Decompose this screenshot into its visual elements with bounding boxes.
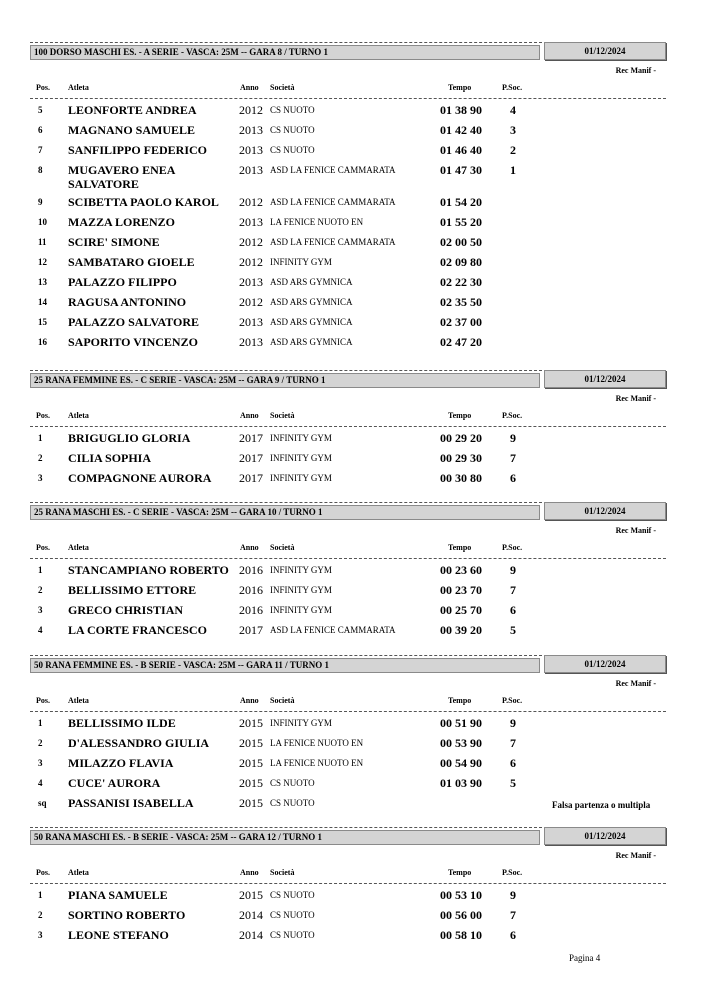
result-row	[30, 162, 666, 194]
birth-year: 2013	[239, 335, 263, 349]
race-time: 01 42 40	[440, 123, 482, 137]
section-date: 01/12/2024	[544, 42, 666, 60]
section-header	[30, 827, 666, 847]
col-points: P.Soc.	[502, 696, 523, 705]
birth-year: 2012	[239, 103, 263, 117]
birth-year: 2016	[239, 603, 263, 617]
race-time: 02 00 50	[440, 235, 482, 249]
race-time: 01 47 30	[440, 163, 482, 177]
col-pos: Pos.	[36, 411, 50, 420]
club-name: ASD LA FENICE CAMMARATA	[270, 197, 396, 207]
club-points: 1	[510, 163, 516, 177]
club-name: INFINITY GYM	[270, 433, 332, 443]
athlete-name: MAZZA LORENZO	[68, 215, 176, 229]
result-position: 14	[38, 297, 47, 307]
rec-manif-label: Rec Manif -	[615, 851, 656, 860]
result-position: 2	[38, 453, 43, 463]
club-name: INFINITY GYM	[270, 605, 332, 615]
result-row	[30, 562, 666, 582]
club-points: 6	[510, 928, 516, 942]
result-position: 4	[38, 625, 43, 635]
result-position: 9	[38, 197, 43, 207]
club-name: INFINITY GYM	[270, 585, 332, 595]
club-points: 9	[510, 563, 516, 577]
rows	[30, 887, 666, 947]
athlete-name: PALAZZO FILIPPO	[68, 275, 177, 289]
birth-year: 2013	[239, 143, 263, 157]
race-time: 01 46 40	[440, 143, 482, 157]
race-time: 00 39 20	[440, 623, 482, 637]
race-time: 00 53 90	[440, 736, 482, 750]
result-row	[30, 450, 666, 470]
club-name: CS NUOTO	[270, 145, 315, 155]
result-row	[30, 602, 666, 622]
athlete-name: MUGAVERO ENEA SALVATORE	[68, 163, 175, 191]
race-time: 00 23 60	[440, 563, 482, 577]
result-position: 2	[38, 738, 43, 748]
club-points: 5	[510, 776, 516, 790]
race-time: 00 30 80	[440, 471, 482, 485]
athlete-name: SORTINO ROBERTO	[68, 908, 186, 922]
column-headers	[30, 83, 666, 97]
athlete-name: LEONFORTE ANDREA	[68, 103, 197, 117]
athlete-name: SCIBETTA PAOLO KAROL	[68, 195, 219, 209]
race-time: 00 53 10	[440, 888, 482, 902]
athlete-name: GRECO CHRISTIAN	[68, 603, 184, 617]
result-position: 1	[38, 565, 43, 575]
section-header	[30, 655, 666, 675]
result-row	[30, 274, 666, 294]
col-time: Tempo	[448, 868, 472, 877]
section-title: 100 DORSO MASCHI ES. - A SERIE - VASCA: 25M -- GARA 8 / TURNO 1	[30, 45, 540, 60]
club-points: 6	[510, 756, 516, 770]
birth-year: 2013	[239, 215, 263, 229]
race-time: 00 29 30	[440, 451, 482, 465]
col-pos: Pos.	[36, 543, 50, 552]
col-athlete: Atleta	[68, 83, 89, 92]
result-row	[30, 715, 666, 735]
result-row	[30, 755, 666, 775]
col-athlete: Atleta	[68, 696, 89, 705]
club-name: ASD LA FENICE CAMMARATA	[270, 625, 396, 635]
birth-year: 2012	[239, 235, 263, 249]
result-row	[30, 102, 666, 122]
athlete-name: BELLISSIMO ETTORE	[68, 583, 197, 597]
athlete-name: SAMBATARO GIOELE	[68, 255, 195, 269]
athlete-name: BRIGUGLIO GLORIA	[68, 431, 191, 445]
athlete-name: STANCAMPIANO ROBERTO	[68, 563, 229, 577]
race-time: 00 54 90	[440, 756, 482, 770]
athlete-name: LEONE STEFANO	[68, 928, 169, 942]
club-name: CS NUOTO	[270, 930, 315, 940]
rec-manif-label: Rec Manif -	[615, 526, 656, 535]
birth-year: 2012	[239, 195, 263, 209]
col-time: Tempo	[448, 696, 472, 705]
result-row	[30, 194, 666, 214]
rows	[30, 715, 666, 815]
race-section	[30, 502, 666, 637]
result-row	[30, 254, 666, 274]
club-name: LA FENICE NUOTO EN	[270, 217, 364, 227]
result-row	[30, 234, 666, 254]
col-athlete: Atleta	[68, 411, 89, 420]
race-time: 02 47 20	[440, 335, 482, 349]
athlete-name: MILAZZO FLAVIA	[68, 756, 174, 770]
result-row	[30, 927, 666, 947]
result-position: 4	[38, 778, 43, 788]
col-athlete: Atleta	[68, 868, 89, 877]
race-time: 02 22 30	[440, 275, 482, 289]
result-position: 6	[38, 125, 43, 135]
section-title: 25 RANA MASCHI ES. - C SERIE - VASCA: 25M -- GARA 10 / TURNO 1	[30, 505, 540, 520]
result-position: 7	[38, 145, 43, 155]
club-points: 7	[510, 736, 516, 750]
birth-year: 2016	[239, 583, 263, 597]
rec-manif-label: Rec Manif -	[615, 679, 656, 688]
club-points: 7	[510, 908, 516, 922]
race-time: 00 56 00	[440, 908, 482, 922]
club-name: CS NUOTO	[270, 798, 315, 808]
section-header	[30, 370, 666, 390]
page-number: Pagina 4	[569, 953, 601, 963]
col-time: Tempo	[448, 83, 472, 92]
race-section	[30, 655, 666, 810]
club-name: INFINITY GYM	[270, 473, 332, 483]
birth-year: 2012	[239, 295, 263, 309]
section-header	[30, 42, 666, 62]
column-headers	[30, 411, 666, 425]
birth-year: 2017	[239, 623, 263, 637]
column-headers	[30, 868, 666, 882]
race-time: 02 09 80	[440, 255, 482, 269]
club-name: CS NUOTO	[270, 105, 315, 115]
race-time: 00 58 10	[440, 928, 482, 942]
result-row	[30, 314, 666, 334]
section-date: 01/12/2024	[544, 502, 666, 520]
club-points: 7	[510, 451, 516, 465]
club-name: INFINITY GYM	[270, 718, 332, 728]
col-time: Tempo	[448, 411, 472, 420]
rows	[30, 562, 666, 642]
col-year: Anno	[240, 868, 259, 877]
result-position: 2	[38, 910, 43, 920]
athlete-name: PALAZZO SALVATORE	[68, 315, 200, 329]
race-time: 01 54 20	[440, 195, 482, 209]
col-points: P.Soc.	[502, 543, 523, 552]
club-name: INFINITY GYM	[270, 453, 332, 463]
race-time: 00 29 20	[440, 431, 482, 445]
section-title: 50 RANA MASCHI ES. - B SERIE - VASCA: 25M -- GARA 12 / TURNO 1	[30, 830, 540, 845]
athlete-name: SAPORITO VINCENZO	[68, 335, 198, 349]
result-position: 5	[38, 105, 43, 115]
rows	[30, 102, 666, 354]
athlete-name: RAGUSA ANTONINO	[68, 295, 187, 309]
col-pos: Pos.	[36, 83, 50, 92]
club-name: CS NUOTO	[270, 778, 315, 788]
race-time: 00 51 90	[440, 716, 482, 730]
col-pos: Pos.	[36, 696, 50, 705]
birth-year: 2014	[239, 908, 263, 922]
result-position: 3	[38, 758, 43, 768]
club-name: ASD LA FENICE CAMMARATA	[270, 237, 396, 247]
result-position: 15	[38, 317, 47, 327]
result-row	[30, 142, 666, 162]
athlete-name: MAGNANO SAMUELE	[68, 123, 196, 137]
athlete-name: CUCE' AURORA	[68, 776, 161, 790]
club-points: 7	[510, 583, 516, 597]
club-name: LA FENICE NUOTO EN	[270, 758, 364, 768]
club-name: CS NUOTO	[270, 125, 315, 135]
result-row	[30, 334, 666, 354]
result-row	[30, 887, 666, 907]
birth-year: 2015	[239, 796, 263, 810]
result-row	[30, 294, 666, 314]
col-club: Società	[270, 868, 295, 877]
result-row	[30, 122, 666, 142]
result-position: 3	[38, 605, 43, 615]
column-headers	[30, 543, 666, 557]
rec-manif-label: Rec Manif -	[615, 66, 656, 75]
column-headers	[30, 696, 666, 710]
birth-year: 2016	[239, 563, 263, 577]
rows	[30, 430, 666, 490]
club-name: CS NUOTO	[270, 910, 315, 920]
birth-year: 2015	[239, 756, 263, 770]
result-position: 16	[38, 337, 47, 347]
birth-year: 2017	[239, 431, 263, 445]
col-points: P.Soc.	[502, 83, 523, 92]
result-row	[30, 214, 666, 234]
col-club: Società	[270, 411, 295, 420]
race-time: 02 35 50	[440, 295, 482, 309]
race-time: 00 23 70	[440, 583, 482, 597]
result-position: 11	[38, 237, 47, 247]
result-position: 12	[38, 257, 47, 267]
club-points: 3	[510, 123, 516, 137]
result-row	[30, 622, 666, 642]
result-row	[30, 735, 666, 755]
birth-year: 2015	[239, 736, 263, 750]
result-position: sq	[38, 798, 47, 808]
rec-manif-label: Rec Manif -	[615, 394, 656, 403]
club-name: ASD ARS GYMNICA	[270, 297, 353, 307]
birth-year: 2013	[239, 123, 263, 137]
section-date: 01/12/2024	[544, 827, 666, 845]
result-row	[30, 775, 666, 795]
result-note: Falsa partenza o multipla	[552, 800, 651, 810]
result-position: 1	[38, 433, 43, 443]
athlete-name: SCIRE' SIMONE	[68, 235, 160, 249]
result-row	[30, 907, 666, 927]
birth-year: 2015	[239, 716, 263, 730]
athlete-name: CILIA SOPHIA	[68, 451, 152, 465]
result-position: 1	[38, 890, 43, 900]
result-position: 3	[38, 930, 43, 940]
club-name: ASD ARS GYMNICA	[270, 317, 353, 327]
result-row	[30, 582, 666, 602]
birth-year: 2017	[239, 471, 263, 485]
result-position: 10	[38, 217, 47, 227]
race-section	[30, 370, 666, 485]
result-row	[30, 430, 666, 450]
athlete-name: LA CORTE FRANCESCO	[68, 623, 207, 637]
race-time: 02 37 00	[440, 315, 482, 329]
birth-year: 2015	[239, 776, 263, 790]
race-time: 00 25 70	[440, 603, 482, 617]
club-name: INFINITY GYM	[270, 257, 332, 267]
birth-year: 2013	[239, 163, 263, 177]
col-year: Anno	[240, 83, 259, 92]
athlete-name: BELLISSIMO ILDE	[68, 716, 176, 730]
col-year: Anno	[240, 543, 259, 552]
club-points: 2	[510, 143, 516, 157]
result-row	[30, 470, 666, 490]
race-time: 01 38 90	[440, 103, 482, 117]
birth-year: 2015	[239, 888, 263, 902]
col-year: Anno	[240, 696, 259, 705]
birth-year: 2014	[239, 928, 263, 942]
section-title: 50 RANA FEMMINE ES. - B SERIE - VASCA: 25M -- GARA 11 / TURNO 1	[30, 658, 540, 673]
result-position: 8	[38, 165, 43, 175]
col-club: Società	[270, 696, 295, 705]
club-name: ASD ARS GYMNICA	[270, 337, 353, 347]
club-name: ASD LA FENICE CAMMARATA	[270, 165, 396, 175]
club-name: INFINITY GYM	[270, 565, 332, 575]
birth-year: 2017	[239, 451, 263, 465]
race-section	[30, 42, 666, 349]
club-points: 6	[510, 471, 516, 485]
club-points: 4	[510, 103, 516, 117]
race-section	[30, 827, 666, 942]
club-points: 5	[510, 623, 516, 637]
birth-year: 2013	[239, 315, 263, 329]
athlete-name: SANFILIPPO FEDERICO	[68, 143, 208, 157]
col-club: Società	[270, 543, 295, 552]
col-points: P.Soc.	[502, 411, 523, 420]
athlete-name: PASSANISI ISABELLA	[68, 796, 194, 810]
club-name: ASD ARS GYMNICA	[270, 277, 353, 287]
club-name: CS NUOTO	[270, 890, 315, 900]
club-name: LA FENICE NUOTO EN	[270, 738, 364, 748]
section-header	[30, 502, 666, 522]
birth-year: 2013	[239, 275, 263, 289]
section-date: 01/12/2024	[544, 370, 666, 388]
result-row	[30, 795, 666, 815]
section-title: 25 RANA FEMMINE ES. - C SERIE - VASCA: 25M -- GARA 9 / TURNO 1	[30, 373, 540, 388]
section-date: 01/12/2024	[544, 655, 666, 673]
col-time: Tempo	[448, 543, 472, 552]
col-club: Società	[270, 83, 295, 92]
club-points: 9	[510, 431, 516, 445]
athlete-name: COMPAGNONE AURORA	[68, 471, 212, 485]
race-time: 01 03 90	[440, 776, 482, 790]
race-time: 01 55 20	[440, 215, 482, 229]
club-points: 6	[510, 603, 516, 617]
col-points: P.Soc.	[502, 868, 523, 877]
club-points: 9	[510, 716, 516, 730]
result-position: 3	[38, 473, 43, 483]
athlete-name: PIANA SAMUELE	[68, 888, 168, 902]
athlete-name: D'ALESSANDRO GIULIA	[68, 736, 210, 750]
col-pos: Pos.	[36, 868, 50, 877]
club-points: 9	[510, 888, 516, 902]
result-position: 13	[38, 277, 47, 287]
col-athlete: Atleta	[68, 543, 89, 552]
result-position: 1	[38, 718, 43, 728]
birth-year: 2012	[239, 255, 263, 269]
col-year: Anno	[240, 411, 259, 420]
result-position: 2	[38, 585, 43, 595]
